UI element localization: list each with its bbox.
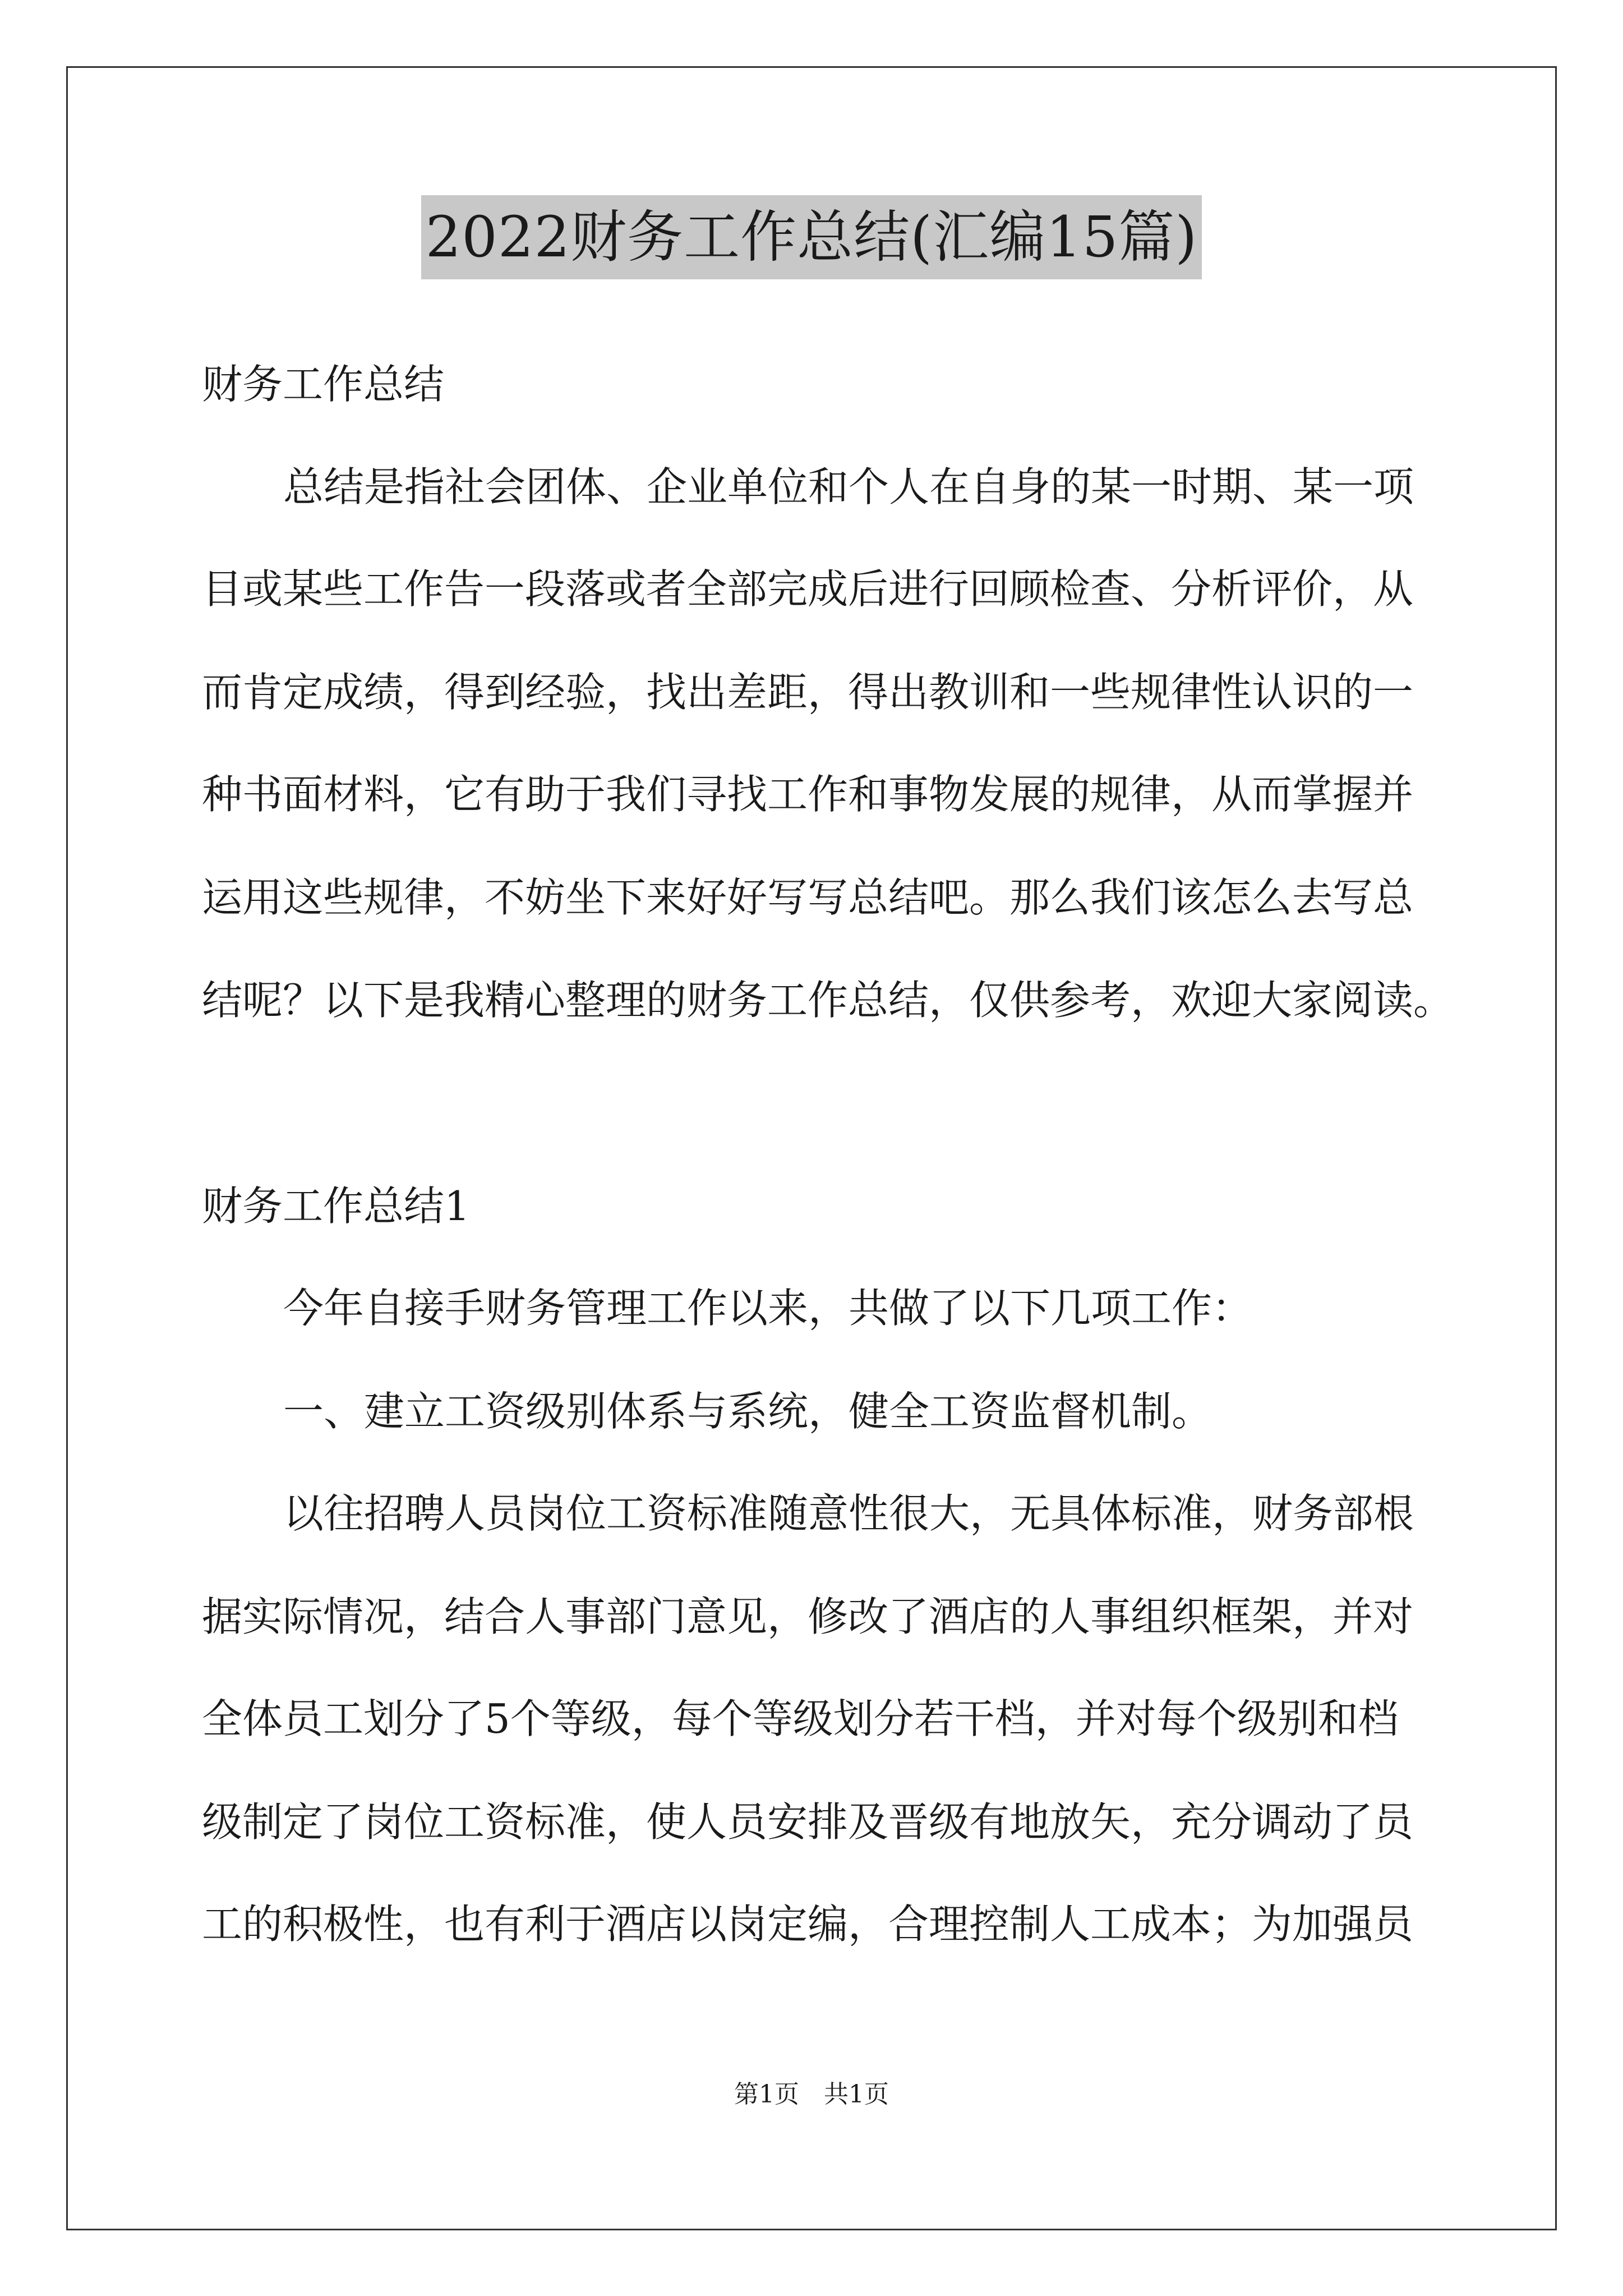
intro-line-6: 结呢？以下是我精心整理的财务工作总结，仅供参考，欢迎大家阅读。 [202,977,1454,1024]
intro-line-5: 运用这些规律，不妨坐下来好好写写总结吧。那么我们该怎么去写总 [202,874,1414,921]
section-heading-intro: 财务工作总结 [202,361,445,408]
intro-line-2: 目或某些工作告一段落或者全部完成后进行回顾检查、分析评价，从 [202,565,1414,613]
section1-para-line-4: 级制定了岗位工资标准，使人员安排及晋级有地放矢，充分调动了员 [202,1798,1414,1846]
section1-para-line-5: 工的积极性，也有利于酒店以岗定编，合理控制人工成本；为加强员 [202,1901,1414,1948]
intro-line-3: 而肯定成绩，得到经验，找出差距，得出教训和一些规律性认识的一 [202,669,1414,716]
title-container [0,195,1623,279]
document-title: 2022财务工作总结(汇编15篇) [421,195,1202,279]
section-heading-1: 财务工作总结1 [202,1182,470,1230]
section1-para-line-2: 据实际情况，结合人事部门意见，修改了酒店的人事组织框架，并对 [202,1593,1414,1640]
section1-para-line-1: 以往招聘人员岗位工资标准随意性很大，无具体标准，财务部根 [283,1490,1414,1537]
intro-line-4: 种书面材料，它有助于我们寻找工作和事物发展的规律，从而掌握并 [202,771,1414,818]
section1-lead: 今年自接手财务管理工作以来，共做了以下几项工作： [283,1285,1253,1332]
page-number-footer: 第1页 共1页 [734,2080,889,2109]
section1-para-line-3: 全体员工划分了5个等级，每个等级划分若干档，并对每个级别和档 [202,1695,1399,1742]
intro-line-1: 总结是指社会团体、企业单位和个人在自身的某一时期、某一项 [283,463,1414,510]
section1-item-1: 一、建立工资级别体系与系统，健全工资监督机制。 [283,1388,1212,1435]
